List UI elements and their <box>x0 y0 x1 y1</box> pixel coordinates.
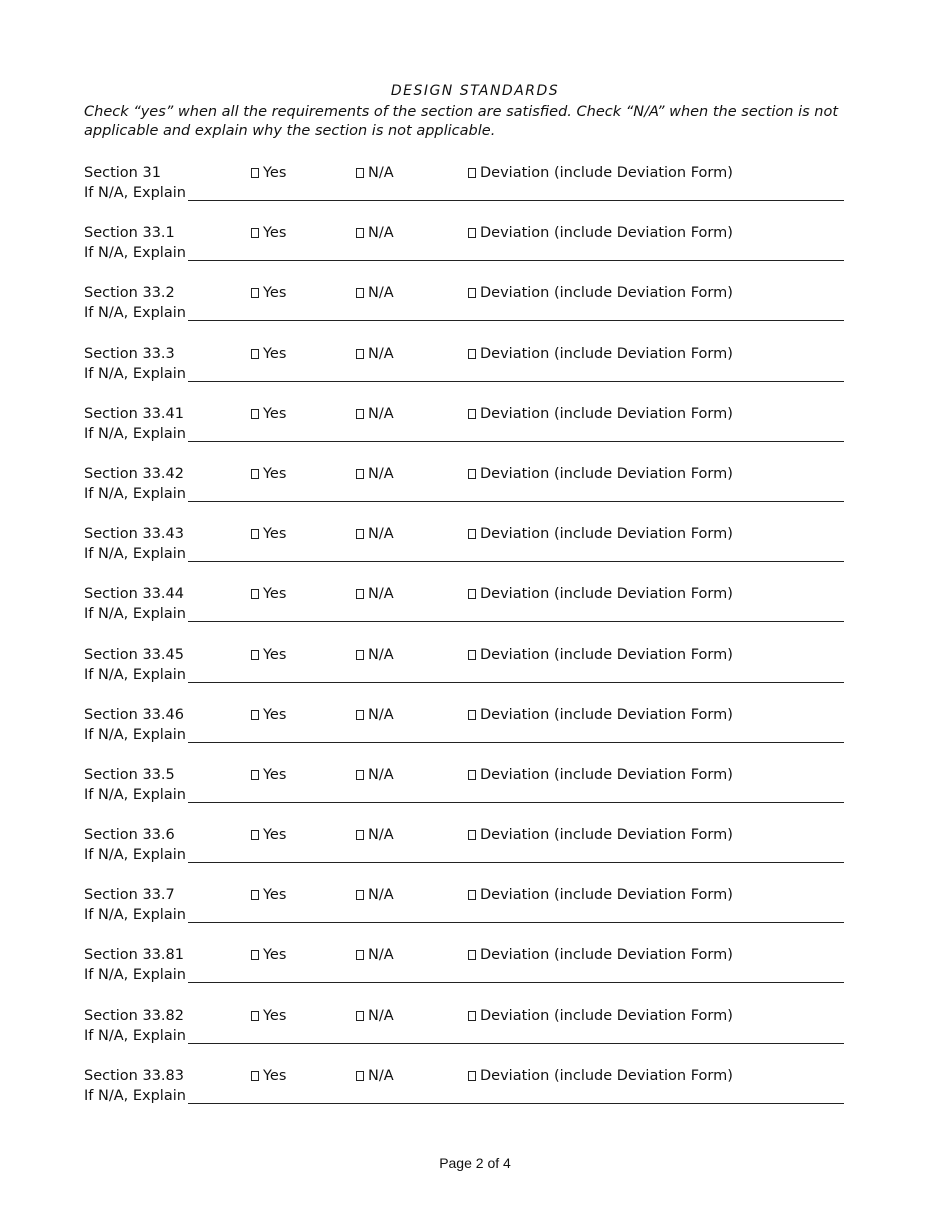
yes-option[interactable] <box>251 946 286 965</box>
yes-option[interactable] <box>251 585 286 604</box>
yes-label: Yes <box>263 586 287 603</box>
yes-checkbox[interactable] <box>251 529 259 539</box>
deviation-option[interactable] <box>468 646 733 665</box>
deviation-checkbox[interactable] <box>468 1071 476 1081</box>
deviation-option[interactable] <box>468 585 733 604</box>
yes-label: Yes <box>263 165 287 181</box>
na-label: N/A <box>368 646 394 663</box>
yes-label: Yes <box>263 827 287 844</box>
na-checkbox[interactable] <box>356 710 364 720</box>
yes-label: Yes <box>263 285 287 302</box>
yes-option[interactable] <box>251 886 286 905</box>
yes-option[interactable] <box>251 766 286 785</box>
deviation-option[interactable] <box>468 826 733 845</box>
explain-label: If N/A, Explain <box>84 365 186 382</box>
section-label: Section 33.7 <box>84 887 175 904</box>
deviation-label: Deviation (include Deviation Form) <box>480 706 733 723</box>
na-option[interactable] <box>356 1007 394 1026</box>
deviation-checkbox[interactable] <box>468 349 476 359</box>
explain-field[interactable] <box>188 848 844 863</box>
instructions: Check “yes” when all the requirements of the section are satisfied. Check “N/A” when the section is not applicable and explain why the section is not applicable. <box>84 104 839 139</box>
na-option[interactable] <box>356 826 394 845</box>
yes-checkbox[interactable] <box>251 349 259 359</box>
explain-field[interactable] <box>188 547 844 562</box>
section-row <box>84 886 844 946</box>
section-row <box>84 465 844 525</box>
deviation-checkbox[interactable] <box>468 770 476 780</box>
explain-label: If N/A, Explain <box>84 305 186 322</box>
yes-option[interactable] <box>251 525 286 544</box>
yes-option[interactable] <box>251 224 286 243</box>
yes-checkbox[interactable] <box>251 650 259 660</box>
yes-checkbox[interactable] <box>251 710 259 720</box>
na-label: N/A <box>368 827 394 844</box>
deviation-label: Deviation (include Deviation Form) <box>480 345 733 362</box>
na-option[interactable] <box>356 164 394 183</box>
explain-label: If N/A, Explain <box>84 786 186 803</box>
explain-label: If N/A, Explain <box>84 606 186 623</box>
yes-checkbox[interactable] <box>251 469 259 479</box>
yes-option[interactable] <box>251 826 286 845</box>
explain-field[interactable] <box>188 306 844 321</box>
page-title: DESIGN STANDARDS <box>390 83 560 99</box>
deviation-option[interactable] <box>468 946 733 965</box>
yes-label: Yes <box>263 887 287 904</box>
na-option[interactable] <box>356 646 394 665</box>
na-option[interactable] <box>356 766 394 785</box>
na-checkbox[interactable] <box>356 1071 364 1081</box>
yes-label: Yes <box>263 345 287 362</box>
section-row <box>84 766 844 826</box>
na-checkbox[interactable] <box>356 589 364 599</box>
na-option[interactable] <box>356 465 394 484</box>
deviation-label: Deviation (include Deviation Form) <box>480 586 733 603</box>
na-option[interactable] <box>356 405 394 424</box>
explain-label: If N/A, Explain <box>84 425 186 442</box>
deviation-checkbox[interactable] <box>468 228 476 238</box>
deviation-checkbox[interactable] <box>468 589 476 599</box>
yes-option[interactable] <box>251 706 286 725</box>
deviation-label: Deviation (include Deviation Form) <box>480 225 733 242</box>
deviation-option[interactable] <box>468 1007 733 1026</box>
deviation-option[interactable] <box>468 284 733 303</box>
explain-label: If N/A, Explain <box>84 967 186 984</box>
deviation-label: Deviation (include Deviation Form) <box>480 646 733 663</box>
yes-option[interactable] <box>251 164 286 183</box>
deviation-option[interactable] <box>468 164 733 183</box>
deviation-label: Deviation (include Deviation Form) <box>480 285 733 302</box>
na-option[interactable] <box>356 525 394 544</box>
deviation-checkbox[interactable] <box>468 409 476 419</box>
na-checkbox[interactable] <box>356 650 364 660</box>
explain-label: If N/A, Explain <box>84 485 186 502</box>
section-row <box>84 284 844 344</box>
deviation-checkbox[interactable] <box>468 650 476 660</box>
na-checkbox[interactable] <box>356 228 364 238</box>
deviation-checkbox[interactable] <box>468 710 476 720</box>
section-label: Section 33.41 <box>84 405 184 422</box>
explain-label: If N/A, Explain <box>84 847 186 864</box>
na-option[interactable] <box>356 585 394 604</box>
deviation-checkbox[interactable] <box>468 950 476 960</box>
deviation-label: Deviation (include Deviation Form) <box>480 526 733 543</box>
yes-checkbox[interactable] <box>251 288 259 298</box>
na-label: N/A <box>368 887 394 904</box>
yes-label: Yes <box>263 526 287 543</box>
deviation-label: Deviation (include Deviation Form) <box>480 405 733 422</box>
na-label: N/A <box>368 526 394 543</box>
na-label: N/A <box>368 465 394 482</box>
yes-label: Yes <box>263 1007 287 1024</box>
na-label: N/A <box>368 345 394 362</box>
section-row <box>84 164 844 224</box>
na-checkbox[interactable] <box>356 288 364 298</box>
na-label: N/A <box>368 405 394 422</box>
section-label: Section 33.3 <box>84 345 175 362</box>
na-checkbox[interactable] <box>356 409 364 419</box>
section-row <box>84 525 844 585</box>
yes-option[interactable] <box>251 465 286 484</box>
section-row <box>84 1067 844 1127</box>
deviation-option[interactable] <box>468 1067 733 1086</box>
na-label: N/A <box>368 1067 394 1084</box>
yes-label: Yes <box>263 646 287 663</box>
deviation-option[interactable] <box>468 886 733 905</box>
section-row <box>84 224 844 284</box>
section-row <box>84 1007 844 1067</box>
yes-label: Yes <box>263 766 287 783</box>
deviation-label: Deviation (include Deviation Form) <box>480 165 733 181</box>
yes-label: Yes <box>263 225 287 242</box>
explain-field[interactable] <box>188 186 844 201</box>
deviation-option[interactable] <box>468 766 733 785</box>
explain-field[interactable] <box>188 968 844 983</box>
explain-field[interactable] <box>188 908 844 923</box>
yes-checkbox[interactable] <box>251 589 259 599</box>
section-row <box>84 405 844 465</box>
deviation-option[interactable] <box>468 525 733 544</box>
section-row <box>84 646 844 706</box>
na-option[interactable] <box>356 946 394 965</box>
deviation-label: Deviation (include Deviation Form) <box>480 465 733 482</box>
explain-label: If N/A, Explain <box>84 185 186 201</box>
deviation-checkbox[interactable] <box>468 830 476 840</box>
section-row <box>84 706 844 766</box>
deviation-label: Deviation (include Deviation Form) <box>480 766 733 783</box>
deviation-label: Deviation (include Deviation Form) <box>480 827 733 844</box>
deviation-label: Deviation (include Deviation Form) <box>480 1007 733 1024</box>
section-row <box>84 826 844 886</box>
na-option[interactable] <box>356 886 394 905</box>
yes-checkbox[interactable] <box>251 830 259 840</box>
deviation-label: Deviation (include Deviation Form) <box>480 887 733 904</box>
na-checkbox[interactable] <box>356 529 364 539</box>
explain-field[interactable] <box>188 487 844 502</box>
na-checkbox[interactable] <box>356 770 364 780</box>
yes-checkbox[interactable] <box>251 770 259 780</box>
deviation-checkbox[interactable] <box>468 1011 476 1021</box>
section-label: Section 33.5 <box>84 766 175 783</box>
yes-checkbox[interactable] <box>251 409 259 419</box>
na-checkbox[interactable] <box>356 168 364 178</box>
yes-option[interactable] <box>251 345 286 364</box>
deviation-label: Deviation (include Deviation Form) <box>480 1067 733 1084</box>
section-label: Section 33.45 <box>84 646 184 663</box>
explain-label: If N/A, Explain <box>84 666 186 683</box>
na-checkbox[interactable] <box>356 830 364 840</box>
na-option[interactable] <box>356 1067 394 1086</box>
explain-label: If N/A, Explain <box>84 1087 186 1104</box>
explain-field[interactable] <box>188 1029 844 1044</box>
na-option[interactable] <box>356 224 394 243</box>
na-option[interactable] <box>356 706 394 725</box>
yes-option[interactable] <box>251 646 286 665</box>
na-label: N/A <box>368 947 394 964</box>
yes-option[interactable] <box>251 1007 286 1026</box>
deviation-option[interactable] <box>468 345 733 364</box>
explain-field[interactable] <box>188 788 844 803</box>
yes-label: Yes <box>263 405 287 422</box>
na-option[interactable] <box>356 345 394 364</box>
deviation-label: Deviation (include Deviation Form) <box>480 947 733 964</box>
na-checkbox[interactable] <box>356 950 364 960</box>
yes-checkbox[interactable] <box>251 950 259 960</box>
deviation-checkbox[interactable] <box>468 168 476 178</box>
yes-checkbox[interactable] <box>251 168 259 178</box>
explain-field[interactable] <box>188 728 844 743</box>
yes-label: Yes <box>263 706 287 723</box>
section-label: Section 33.46 <box>84 706 184 723</box>
explain-field[interactable] <box>188 1089 844 1104</box>
deviation-option[interactable] <box>468 405 733 424</box>
section-label: Section 33.82 <box>84 1007 184 1024</box>
explain-label: If N/A, Explain <box>84 907 186 924</box>
explain-field[interactable] <box>188 427 844 442</box>
yes-checkbox[interactable] <box>251 890 259 900</box>
section-label: Section 33.81 <box>84 947 184 964</box>
explain-field[interactable] <box>188 246 844 261</box>
na-label: N/A <box>368 706 394 723</box>
section-row <box>84 585 844 645</box>
yes-option[interactable] <box>251 284 286 303</box>
yes-label: Yes <box>263 465 287 482</box>
explain-label: If N/A, Explain <box>84 1027 186 1044</box>
explain-label: If N/A, Explain <box>84 546 186 563</box>
section-label: Section 33.1 <box>84 225 175 242</box>
na-option[interactable] <box>356 284 394 303</box>
yes-option[interactable] <box>251 405 286 424</box>
section-label: Section 33.44 <box>84 586 184 603</box>
deviation-option[interactable] <box>468 706 733 725</box>
section-row <box>84 345 844 405</box>
deviation-option[interactable] <box>468 465 733 484</box>
deviation-checkbox[interactable] <box>468 469 476 479</box>
na-checkbox[interactable] <box>356 890 364 900</box>
section-label: Section 33.6 <box>84 827 175 844</box>
section-label: Section 33.2 <box>84 285 175 302</box>
deviation-option[interactable] <box>468 224 733 243</box>
na-label: N/A <box>368 586 394 603</box>
yes-checkbox[interactable] <box>251 1071 259 1081</box>
yes-checkbox[interactable] <box>251 228 259 238</box>
yes-checkbox[interactable] <box>251 1011 259 1021</box>
explain-label: If N/A, Explain <box>84 726 186 743</box>
na-label: N/A <box>368 285 394 302</box>
section-label: Section 31 <box>84 165 161 181</box>
explain-field[interactable] <box>188 367 844 382</box>
deviation-checkbox[interactable] <box>468 288 476 298</box>
na-label: N/A <box>368 225 394 242</box>
yes-label: Yes <box>263 947 287 964</box>
na-label: N/A <box>368 766 394 783</box>
explain-label: If N/A, Explain <box>84 245 186 262</box>
page-number: Page 2 of 4 <box>439 1155 511 1171</box>
na-checkbox[interactable] <box>356 1011 364 1021</box>
yes-option[interactable] <box>251 1067 286 1086</box>
yes-label: Yes <box>263 1067 287 1084</box>
section-row <box>84 946 844 1006</box>
section-label: Section 33.43 <box>84 526 184 543</box>
na-checkbox[interactable] <box>356 349 364 359</box>
na-label: N/A <box>368 1007 394 1024</box>
section-label: Section 33.83 <box>84 1067 184 1084</box>
na-label: N/A <box>368 165 394 181</box>
sections-list <box>84 164 844 1127</box>
deviation-checkbox[interactable] <box>468 890 476 900</box>
deviation-checkbox[interactable] <box>468 529 476 539</box>
section-label: Section 33.42 <box>84 465 184 482</box>
explain-field[interactable] <box>188 668 844 683</box>
explain-field[interactable] <box>188 607 844 622</box>
na-checkbox[interactable] <box>356 469 364 479</box>
